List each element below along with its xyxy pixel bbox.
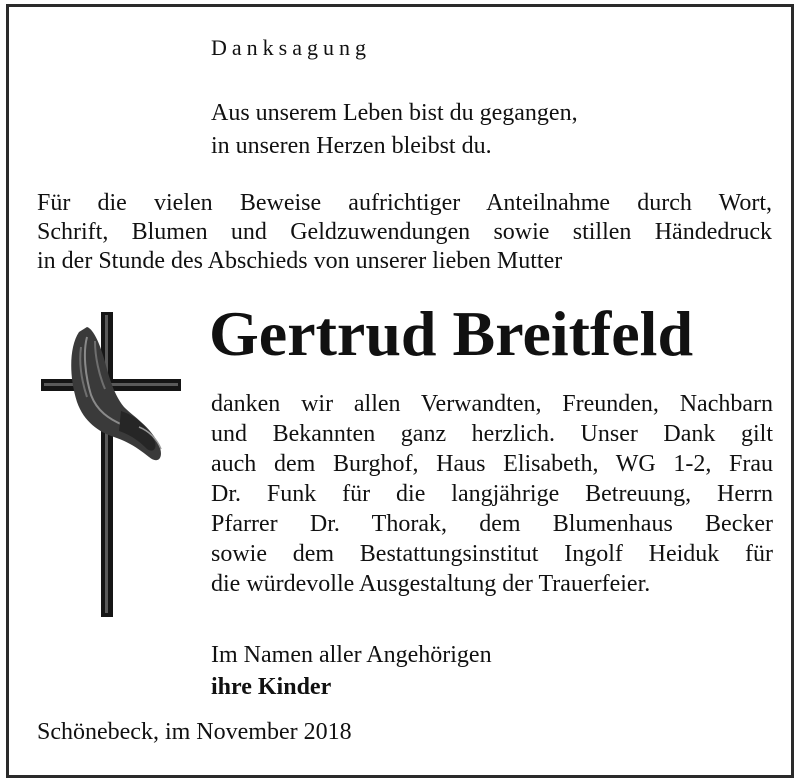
intro-line: Schrift, Blumen und Geldzuwendungen sowie stillen Händedruck — [37, 219, 772, 245]
verse-line: Aus unserem Leben bist du gegangen, — [211, 100, 578, 126]
cross-with-praying-hands-icon — [39, 307, 189, 627]
thanks-line: auch dem Burghof, Haus Elisabeth, WG 1-2, Frau — [211, 451, 773, 477]
intro-paragraph — [37, 189, 772, 276]
thanks-paragraph — [211, 389, 773, 599]
notice-heading: Danksagung — [211, 35, 371, 60]
intro-line: in der Stunde des Abschieds von unserer lieben Mutter — [37, 248, 563, 274]
thanks-line: Dr. Funk für die langjährige Betreuung, Herrn — [211, 481, 773, 507]
notice-frame — [6, 4, 794, 778]
thanks-line: und Bekannten ganz herzlich. Unser Dank gilt — [211, 421, 773, 447]
signature: ihre Kinder — [211, 674, 332, 700]
place-date: Schönebeck, im November 2018 — [37, 719, 352, 745]
verse-line: in unseren Herzen bleibst du. — [211, 133, 492, 159]
thanks-line: Pfarrer Dr. Thorak, dem Blumenhaus Becker — [211, 511, 773, 537]
intro-line: Für die vielen Beweise aufrichtiger Anteilnahme durch Wort, — [37, 190, 772, 216]
deceased-name: Gertrud Breitfeld — [209, 298, 694, 369]
closing — [211, 639, 492, 703]
thanks-line: danken wir allen Verwandten, Freunden, Nachbarn — [211, 391, 773, 417]
verse — [211, 97, 578, 163]
closing-line: Im Namen aller Angehörigen — [211, 642, 492, 668]
thanks-line: die würdevolle Ausgestaltung der Trauerfeier. — [211, 571, 651, 597]
thanks-line: sowie dem Bestattungsinstitut Ingolf Heiduk für — [211, 541, 773, 567]
